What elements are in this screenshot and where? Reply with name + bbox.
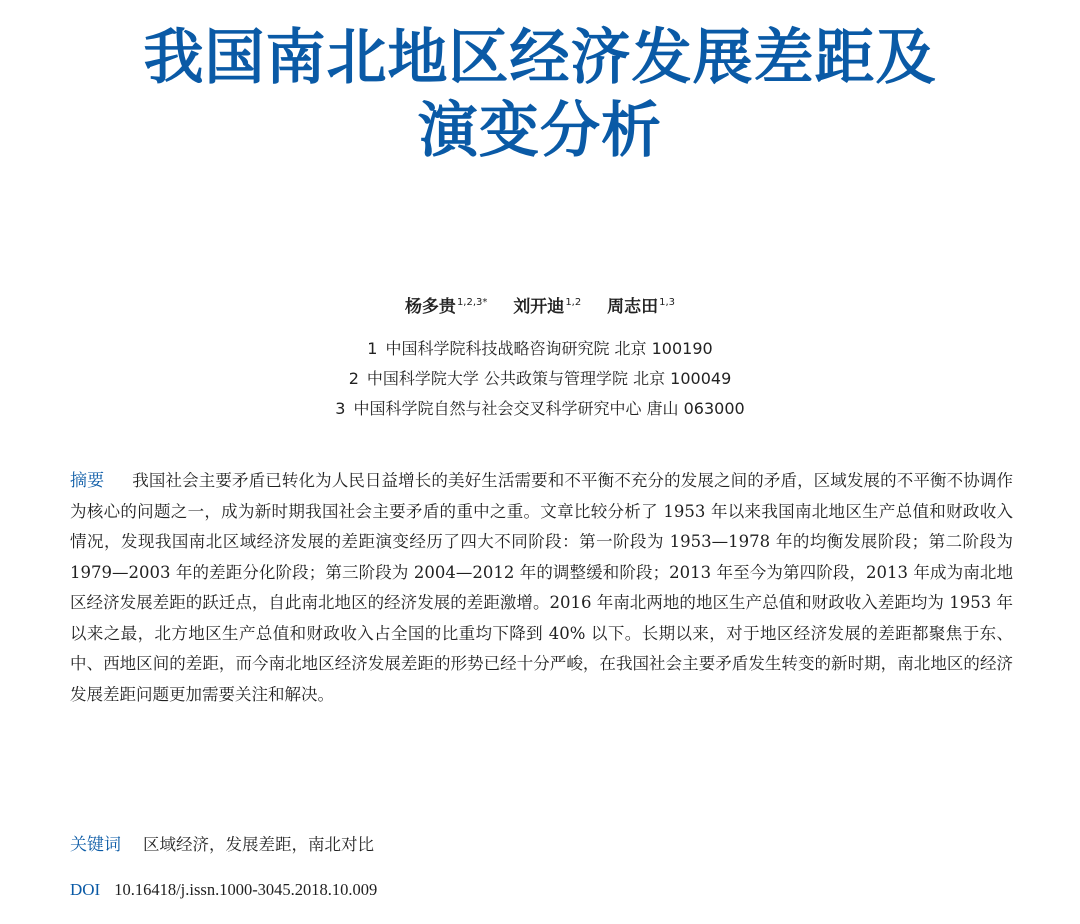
abstract-text: 我国社会主要矛盾已转化为人民日益增长的美好生活需要和不平衡不充分的发展之间的矛盾，区域发展的不平衡不协调作为核心的问题之一，成为新时期我国社会主要矛盾的重中之重。文章比较分析了 1953 年以来我国南北地区生产总值和财政收入情况，发现我国南北区域经济发展的差距演变经历了四大不同阶段：第一阶段为 1953—1978 年的均衡发展阶段；第二阶段为 1979—2003 年的差距分化阶段；第三阶段为 2004—2012 年的调整缓和阶段；2013 年至今为第四阶段，2013 年成为南北地区经济发展差距的跃迁点，自此南北地区的经济发展的差距激增。2016 年南北两地的地区生产总值和财政收入差距均为 1953 年以来之最，北方地区生产总值和财政收入占全国的比重均下降到 40% 以下。长期以来，对于地区经济发展的差距都聚焦于东、中、西地区间的差距，而今南北地区经济发展差距的形势已经十分严峻，在我国社会主要矛盾发生转变的新时期，南北地区的经济发展差距问题更加需要关注和解决。 <box>70 471 1014 704</box>
author-1 <box>405 292 487 317</box>
author-2 <box>513 292 581 317</box>
affiliation-1 <box>0 338 1080 368</box>
author-name: 周志田 <box>607 297 659 317</box>
paper-title <box>0 22 1080 168</box>
affiliation-text: 中国科学院自然与社会交叉科学研究中心 唐山 063000 <box>353 399 745 418</box>
doi <box>70 880 377 900</box>
keywords-label: 关键词 <box>70 835 121 855</box>
affiliation-2 <box>0 368 1080 398</box>
doi-value[interactable]: 10.16418/j.issn.1000-3045.2018.10.009 <box>114 880 378 899</box>
doi-label: DOI <box>70 880 101 899</box>
author-affiliation-marker: 1,3 <box>659 297 676 308</box>
affiliation-3 <box>0 398 1080 428</box>
author-3 <box>607 292 675 317</box>
affiliation-list <box>0 338 1080 428</box>
author-affiliation-marker: 1,2 <box>565 297 582 308</box>
author-name: 杨多贵 <box>404 297 456 317</box>
abstract-label: 摘要 <box>70 471 105 491</box>
keywords <box>70 830 374 855</box>
affiliation-number: 3 <box>335 399 346 418</box>
title-line-2: 演变分析 <box>418 96 662 166</box>
affiliation-number: 1 <box>367 339 378 358</box>
affiliation-text: 中国科学院科技战略咨询研究院 北京 100190 <box>385 339 713 358</box>
affiliation-text: 中国科学院大学 公共政策与管理学院 北京 100049 <box>366 369 732 388</box>
author-affiliation-marker: 1,2,3* <box>456 297 488 308</box>
author-name: 刘开迪 <box>513 297 565 317</box>
author-list <box>0 292 1080 317</box>
abstract <box>70 466 1013 710</box>
keywords-text: 区域经济，发展差距，南北对比 <box>143 835 374 854</box>
title-line-1: 我国南北地区经济发展差距及 <box>143 23 937 93</box>
affiliation-number: 2 <box>348 369 359 388</box>
